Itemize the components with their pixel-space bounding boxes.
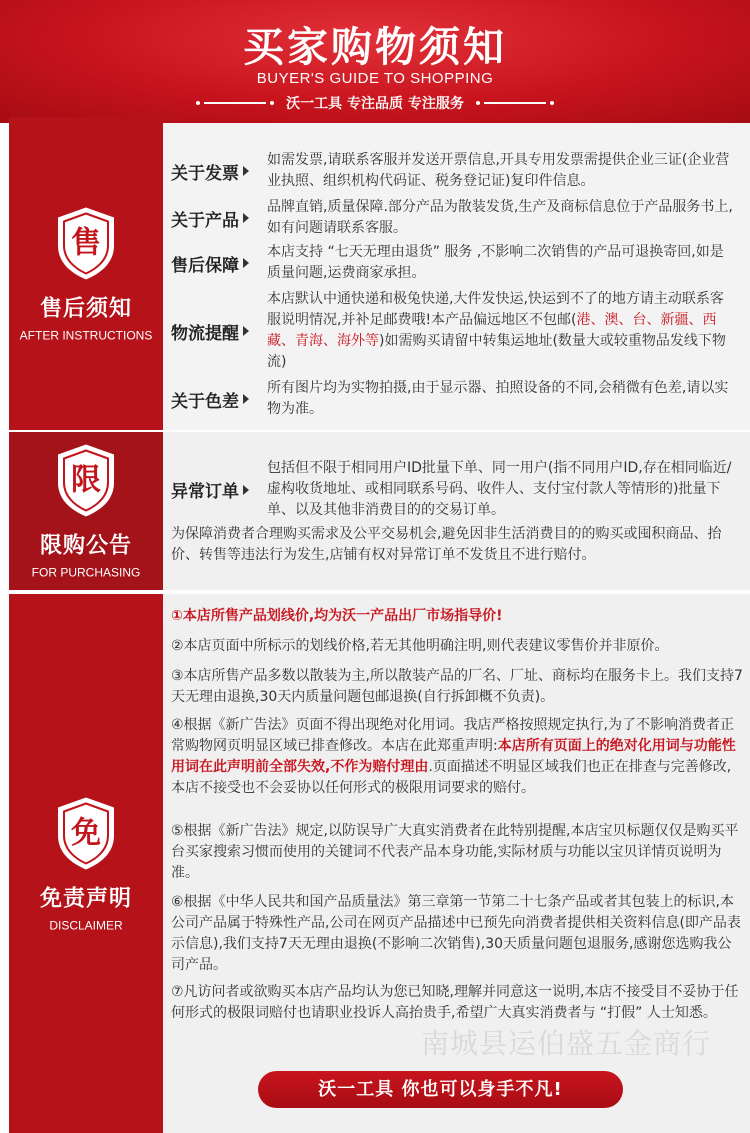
row-text: 本店默认中通快递和极兔快递,大件发快运,快运到不了的地方请主动联系客服说明情况,并补足邮费哦!本产品偏远地区不包邮(港、澳、台、新疆、西藏、青海、海外等)如需购买请留中转集运地址(数量大或较重物品发线下物流): [267, 291, 726, 370]
disclaimer-content: [163, 594, 750, 1133]
disclaimer-title-en: DISCLAIMER: [49, 918, 123, 932]
arrow-right-icon: [243, 394, 249, 404]
shop-watermark: 南城县运伯盛五金商行: [421, 1027, 712, 1060]
row-text: 所有图片均为实物拍摄,由于显示器、拍照设备的不同,会稍微有色差,请以实物为准。: [267, 380, 729, 417]
slogan-banner: 沃一工具 你也可以身手不凡!: [258, 1071, 623, 1108]
purchase-limit-section: [0, 432, 750, 590]
purchase-limit-content: [163, 432, 750, 590]
arrow-right-icon: [243, 326, 249, 336]
arrow-right-icon: [243, 258, 249, 268]
row-text: 如需发票,请联系客服并发送开票信息,开具专用发票需提供企业三证(企业营业执照、组织机构代码证、税务登记证)复印件信息。: [267, 152, 730, 189]
info-row-logistics: [163, 289, 750, 373]
disclaimer-section: [0, 594, 750, 1133]
row-label: 关于色差: [171, 391, 239, 412]
row-label: 物流提醒: [171, 323, 239, 344]
row-label: 关于产品: [171, 210, 239, 231]
purchase-limit-side-panel: [9, 432, 163, 590]
row-label: 关于发票: [171, 163, 239, 184]
disclaimer-item-3: ③本店所售产品多数以散装为主,所以散装产品的厂名、厂址、商标均在服务卡上。我们支持7天无理由退换,30天内质量问题包邮退换(自行拆卸概不负责)。: [171, 668, 743, 705]
shield-icon: [54, 205, 118, 281]
remote-regions: 港、澳、台、新疆、西藏、青海、海外等: [267, 312, 717, 349]
after-sales-title: 售后须知: [39, 296, 132, 321]
disclaimer-highlight: 本店所有页面上的绝对化用词与功能性用词在此声明前全部失效,不作为赔付理由: [171, 738, 736, 775]
after-sales-content: [163, 123, 750, 430]
shield-char: 限: [71, 462, 101, 498]
shield-icon: [54, 443, 118, 519]
shield-char: 免: [71, 815, 101, 850]
disclaimer-item-5: ⑤根据《新广告法》规定,以防误导广大真实消费者在此特别提醒,本店宝贝标题仅仅是购买平台买家搜索习惯而使用的关键词不代表产品本身功能,实际材质与功能以宝贝详情页说明为准。: [171, 823, 739, 881]
row-text: 本店支持 “七天无理由退货” 服务 ,不影响二次销售的产品可退换寄回,如是质量问题,运费商家承担。: [267, 244, 724, 281]
arrow-right-icon: [243, 213, 249, 223]
row-label: 异常订单: [171, 482, 239, 502]
arrow-right-icon: [243, 485, 249, 495]
arrow-right-icon: [243, 166, 249, 176]
slogan: 沃一工具 专注品质 专注服务: [286, 96, 464, 112]
row-text: 包括但不限于相同用户ID批量下单、同一用户(指不同用户ID,存在相同临近/虚构收货地址、或相同联系号码、收件人、支付宝付款人等情形的)批量下单、以及其他非消费目的的交易订单。: [267, 460, 732, 518]
row-text: 品牌直销,质量保障.部分产品为散装发货,生产及商标信息位于产品服务书上,如有问题请联系客服。: [267, 199, 733, 236]
page-subtitle-en: BUYER'S GUIDE TO SHOPPING: [256, 70, 494, 87]
divider-right: [476, 101, 554, 105]
disclaimer-side-panel: [9, 594, 163, 1133]
page-header: [0, 0, 750, 123]
after-sales-section: [0, 123, 750, 430]
info-row-invoice: [163, 150, 750, 192]
info-row-warranty: [163, 242, 750, 284]
divider-left: [196, 101, 274, 105]
disclaimer-title: 免责声明: [39, 886, 132, 911]
row-label: 售后保障: [171, 255, 239, 276]
purchase-limit-note: 为保障消费者合理购买需求及公平交易机会,避免因非生活消费目的的购买或囤积商品、抬价、转售等违法行为发生,店铺有权对异常订单不发货且不进行赔付。: [171, 526, 722, 563]
shield-char: 售: [71, 225, 101, 260]
slogan-row: [0, 94, 750, 112]
disclaimer-item-2: ②本店页面中所标示的划线价格,若无其他明确注明,则代表建议零售价并非原价。: [171, 638, 669, 654]
purchase-limit-title-en: FOR PURCHASING: [31, 565, 141, 580]
disclaimer-item-1: ①本店所售产品划线价,均为沃一产品出厂市场指导价!: [171, 608, 503, 624]
info-row-abnormal-order: [163, 458, 750, 521]
disclaimer-item-6: ⑥根据《中华人民共和国产品质量法》第三章第一节第二十七条产品或者其包装上的标识,本公司产品属于特殊性产品,公司在网页产品描述中已预先向消费者提供相关资料信息(即产品表示信息),我们支持7天无理由退换(不影响二次销售),30天质量问题包退服务,感谢您选购我公司产品。: [171, 894, 741, 973]
after-sales-title-en: AFTER INSTRUCTIONS: [19, 328, 153, 342]
disclaimer-item-7: ⑦凡访问者或欲购买本店产品均认为您已知晓,理解并同意这一说明,本店不接受目不妥协于任何形式的极限词赔付也请职业投诉人高抬贵手,希望广大真实消费者与 “打假” 人士知悉。: [171, 984, 739, 1021]
info-row-product: [163, 197, 750, 239]
info-row-color: [163, 378, 750, 420]
disclaimer-item-4: ④根据《新广告法》页面不得出现绝对化用词。我店严格按照规定执行,为了不影响消费者正常购物网页明显区域已排查修改。本店在此郑重声明:本店所有页面上的绝对化用词与功能性用词在此声明前全部失效,不作为赔付理由.页面描述不明显区域我们也正在排查与完善修改,本店不接受也不会妥协以任何形式的极限用词要求的赔付。: [171, 717, 736, 796]
after-sales-side-panel: [9, 117, 163, 430]
shield-icon: [54, 795, 118, 871]
page-title: 买家购物须知: [243, 23, 507, 71]
purchase-limit-title: 限购公告: [39, 533, 132, 559]
